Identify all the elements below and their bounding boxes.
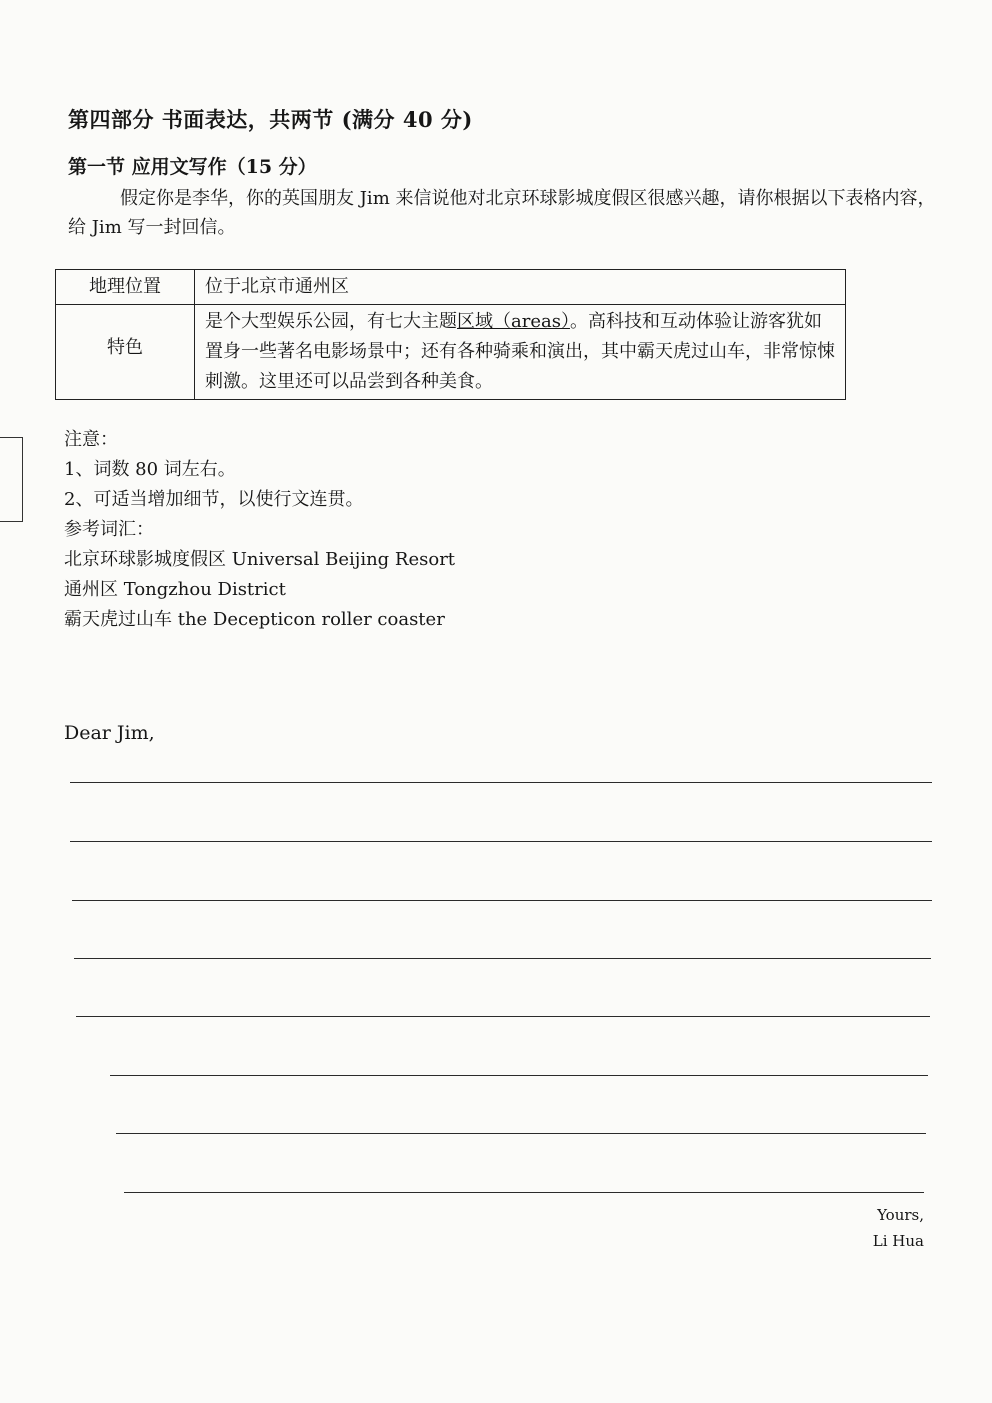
vocab-heading: 参考词汇：	[64, 519, 154, 540]
writing-line[interactable]	[70, 782, 932, 783]
location-label: 地理位置	[56, 270, 195, 305]
features-text-before: 是个大型娱乐公园，有七大主题	[205, 311, 457, 332]
closing-word: Yours,	[877, 1206, 924, 1224]
table-row	[56, 305, 846, 400]
note-item: 2、可适当增加细节，以使行文连贯。	[64, 489, 364, 510]
writing-line[interactable]	[70, 841, 932, 842]
vocab-item: 霸天虎过山车 the Decepticon roller coaster	[64, 609, 445, 630]
writing-line[interactable]	[124, 1192, 924, 1193]
task-instructions: 假定你是李华，你的英国朋友 Jim 来信说他对北京环球影城度假区很感兴趣，请你根据以下表格内容，给 Jim 写一封回信。	[68, 188, 936, 238]
features-content	[195, 305, 846, 400]
vocab-item: 通州区 Tongzhou District	[64, 579, 286, 600]
signature: Li Hua	[872, 1232, 924, 1250]
writing-line[interactable]	[110, 1075, 928, 1076]
writing-line[interactable]	[116, 1133, 926, 1134]
writing-line[interactable]	[76, 1016, 930, 1017]
section-title: 第一节 应用文写作（15 分）	[68, 156, 317, 178]
notes-block	[64, 425, 455, 635]
letter-closing	[840, 1202, 924, 1254]
features-text-after: 。高科技和互动体验让游客犹如置身一些著名电影场景中；还有各种骑乘和演出，其中霸天虎过山车，非常惊悚刺激。这里还可以品尝到各种美食。	[205, 311, 835, 392]
features-text-underlined: 区域（areas）	[457, 311, 570, 332]
location-content: 位于北京市通州区	[195, 270, 846, 305]
part-title: 第四部分 书面表达，共两节 (满分 40 分)	[68, 107, 473, 132]
writing-line[interactable]	[72, 900, 932, 901]
info-table	[55, 269, 846, 400]
vocab-item: 北京环球影城度假区 Universal Beijing Resort	[64, 549, 456, 570]
note-item: 1、词数 80 词左右。	[64, 459, 236, 480]
letter-greeting: Dear Jim,	[64, 722, 155, 744]
notes-heading: 注意：	[64, 429, 118, 450]
features-label: 特色	[56, 305, 195, 400]
table-row	[56, 270, 846, 305]
binding-margin-box	[0, 437, 23, 522]
writing-line[interactable]	[74, 958, 931, 959]
